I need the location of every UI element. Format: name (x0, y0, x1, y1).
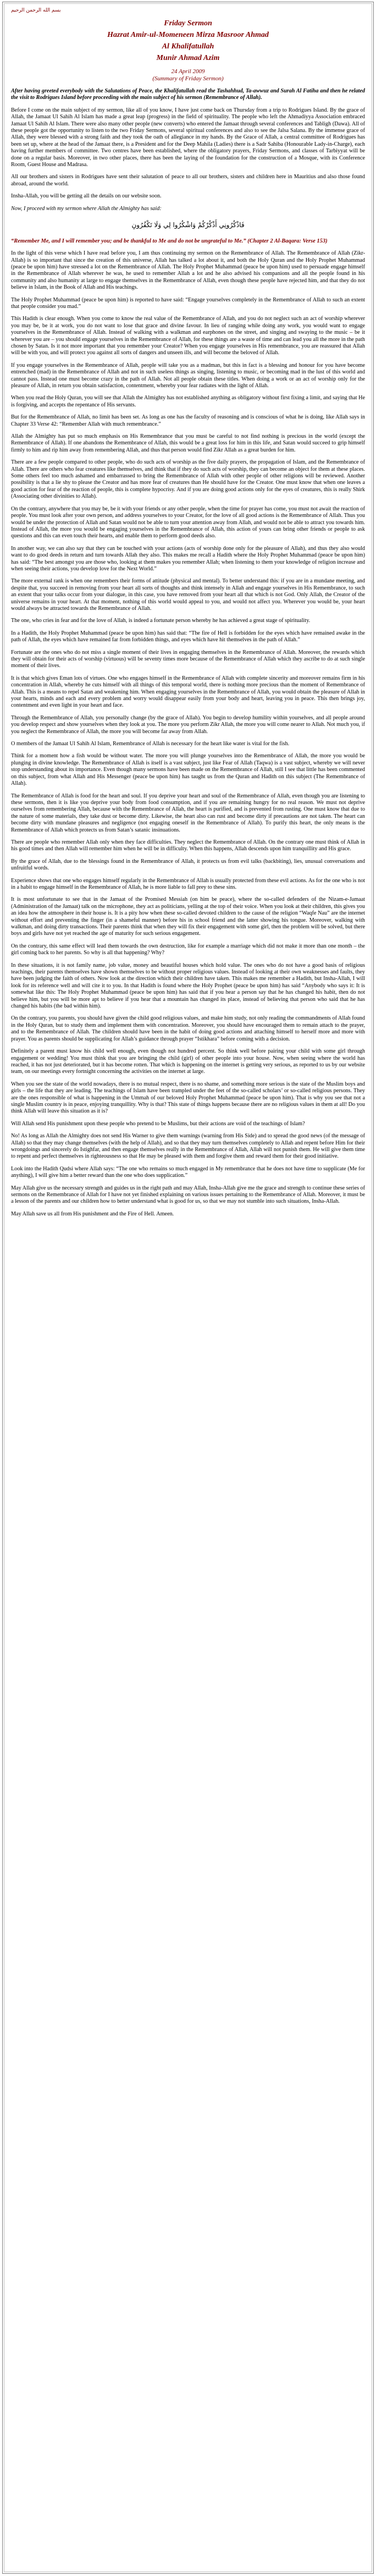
body-paragraph: It is that which gives Eman lots of virtues. One who engages himself in the Remembrance of Allah with complete sincerity and moreover remains firm in his concentration in Allah, whereby he cuts himself with all things of this temporal world, there is nothing more precious than the moment of Remembrance of Allah. This is a means to repel Satan and weakening him. When engaging yourselves in the Remembrance of Allah, you would obtain the pleasure of Allah in your hearts, minds and each and every problem and worry would disappear easily from your body and heart, leaving you in peace. This then brings joy, contentment and even light in your heart and face. (11, 675, 365, 709)
sermon-page (2, 2, 374, 2574)
sermon-frame (4, 3, 372, 2572)
page-title: Friday Sermon (164, 19, 212, 27)
body-paragraph: May Allah save us all from His punishment and the Fire of Hell. Ameen. (11, 1210, 174, 1217)
subtitle-line-1: Hazrat Amir-ul-Momeneen Mirza Masroor Ahmad (107, 31, 269, 39)
body-paragraph: There are a few people compared to other people, who do such acts of worship as the five daily prayers, the propagation of Islam, and the Remembrance of Allah. There are others who fear creatures like themselves, and think that if they do such acts of worship, they can become an object for them at these places. Some others feel too much ashamed and embarrassed to bring the Remembrance of Allah with other people of other religions will be reviewed. Another possibility is that a lie shy to please the Creator and has more fear of creatures than He should have for the Creator. One must know that when one leaves a good action for fear of the reaction of people, this is complete hypocrisy. And if you are doing good actions only for the eyes of creatures, this is really Shirk (Associating other divinities to Allah). (11, 459, 365, 500)
quran-verse-arabic: فَاذْكُرُونِي أَذْكُرْكُمْ وَاشْكُرُوا لِي وَلَا تَكْفُرُونِ (131, 221, 245, 229)
body-paragraph: On the contrary, you parents, you should have given the child good religious values, and make him study, not only reading the commandments of Allah found in the Holy Quran, but to study them and implement them with concentration. Moreover, you should have encouraged them to remain attach to the prayer, and to the Remembrance of Allah. The children should have been in the habit of doing good actions and attaching himself to herself more and more with prayer. You as parents should be supplicating for Allah’s guidance through prayer “Istikhara” before coming with a decision. (11, 1015, 365, 1042)
body-paragraph: O members of the Jamaat Ul Sahih Al Islam, Remembrance of Allah is necessary for the heart like water is vital for the fish. (11, 741, 290, 747)
body-paragraph: By the grace of Allah, due to the blessings found in the Remembrance of Allah, it protects us from evil talks (backbiting), lies, unusual conversations and unfruitful words. (11, 858, 365, 872)
paragraph-salutations: All our brothers and sisters in Rodrigues have sent their salutation of peace to all our brothers, sisters and children here in Mauritius and also those found abroad, around the world. (11, 174, 365, 187)
paragraph-verse-intro: Now, I proceed with my sermon where Allah the Almighty has said: (11, 205, 162, 212)
body-paragraph: In a Hadith, the Holy Prophet Muhammad (peace be upon him) has said that: “The fire of Hell is forbidden for the eyes which have remained awake in the path of Allah, the eyes which have remained far from forbidden things, and eyes which have hit themselves in the path of Allah.” (11, 630, 365, 643)
body-paragraph: Think for a moment how a fish would be without water. The more you will plunge yourselves into the Remembrance of Allah, the more you would be plunging in divine knowledge. The Remembrance of Allah is itself is a vast subject, just like Fear of Allah (Taqwa) is a vast subject, whereby we will never stop understanding about its importance. Even though many sermons have been made on the Remembrance of Allah, still I see that little has been commented on this subject, from what Allah and His Messenger (peace be upon him) has taught us from the Quran and Hadith on this subject (The Remembrance of Allah). (11, 753, 365, 787)
body-paragraph: Definitely a parent must know his child well enough, even though not hundred percent. So think well before pairing your child with some girl through engagement or wedding! You must think that you are bringing the child (girl) of other people into your house. Now, when seeing where the world has reached, it has not just deteriorated, but it has become rotten. That which is happening on the internet is getting very serious, as reported to us by our website team, on our meetings every fortnight concerning the activities on the internet at large. (11, 1048, 365, 1075)
body-paragraph: It is most unfortunate to see that in the Jamaat of the Promised Messiah (on him be peace), where the so-called defenders of the Nizam-e-Jamaat (Administration of the Jamaat) talk on the microphone, they act as politicians, yelling at the top of their voice. When you look at their children, this gives you an idea how the atmosphere in their house is. It is a pity how when these so-called devoted children to the cause of the religion “Waqfe Nau” are the internet without effort and preventing the finger (in a shameful manner) before his in school friend and the latter showing his tongue. Moreover, walking with walkman, and doing dirty transactions. Their parents think that when they will fix their engagement with some girl, then the problem will be solved, but there boys and girls have not yet reached the age of maturity for such serious engagement. (11, 896, 365, 937)
intro-paragraph: After having greeted everybody with the Salutations of Peace, the Khalifatullah read the Tashahhud, Ta-awwuz and Surah Al Fatiha and then he related the visit to Rodrigues Island before proceeding with the main subject of his sermon (Remembrance of Allah). (11, 88, 365, 101)
sermon-date: 24 April 2009 (171, 68, 205, 75)
body-paragraph: The one, who cries in fear and for the love of Allah, is indeed a fortunate person whereby he has achieved a great stage of spirituality. (11, 618, 311, 624)
body-paragraph: The Holy Prophet Muhammad (peace be upon him) is reported to have said: “Engage yourselves completely in the Remembrance of Allah to such an extent that people consider you mad.” (11, 296, 365, 310)
subtitle-line-2: Al Khalifatullah (162, 42, 214, 51)
body-paragraph: Fortunate are the ones who do not miss a single moment of their lives in engaging themselves in the Remembrance of Allah. Moreover, the rewards which they will obtain for their acts of worship (virtuous) will be seventy times more because of the Remembrance of Allah which they ascribe to do at such single moment of their lives. (11, 649, 365, 669)
body-paragraph: No! As long as Allah the Almighty does not send His Warner to give them warnings (warning from His Side) and to spread the good news (of the message of Allah) so that they may change themselves (with the help of Allah), and so that they may turn themselves completely to Allah and repent before Him for their wrongdoings and sincerely do Istighfar, and then engage themselves really in the Remembrance of Allah, Allah will not punish them. He will give them time to repent and perfect themselves in righteousness so that He may be pleased with them and forgive them and reward them for their good initiative. (11, 1133, 365, 1160)
body-paragraph: Will Allah send His punishment upon these people who pretend to be Muslims, but their actions are void of the teachings of Islam? (11, 1120, 305, 1127)
body-paragraph: This Hadith is clear enough. When you come to know the real value of the Remembrance of Allah, and you do not neglect such an act of worship wherever you may be, be it at work, you do not want to lose that grace and divine favour. In lieu of ranging while doing any work, you would want to engage yourselves in the Remembrance of Allah. Instead of walking with a walkman and earphones on the street, and singing and swaying to the music – be it wherever you are – you should engage yourselves in the Remembrance of Allah, for these things are a waste of time and can lead you all the more in the path chosen by Satan. Is it not more important that you remember your Creator? When you engage yourselves in His remembrance, you are reassured that Allah will be with you, and will protect you against all sorts of dangers and unseen ills, and will become the beloved of Allah. (11, 316, 365, 356)
body-paragraph: In another way, we can also say that they can be touched with your actions (acts of worship done only for the pleasure of Allah), and thus they also would want to do good deeds in return and turn towards Allah they also. This makes me recall a Hadith where the Holy Prophet Muhammad (peace be upon him) has said: “The best amongst you are those who, looking at them makes you remember Allah; when listening to them your knowledge of religion increase and when seeing their actions, you develop love for the Next World.” (11, 545, 365, 572)
quran-verse-translation: “Remember Me, and I will remember you; and be thankful to Me and do not be ungrateful to Me.” (Chapter 2 Al-Baqara: Verse 153) (11, 238, 328, 245)
body-paragraph: In the light of this verse which I have read before you, I am thus continuing my sermon on the Remembrance of Allah. The Remembrance of Allah (Zikr-Allah) is so important that since the creation of this universe, Allah has talked a lot about it, and both the Holy Quran and the Holy Prophet Muhammad (peace be upon him) have stressed a lot on the Remembrance of Allah. The Holy Prophet Muhammad (peace be upon him) used to persuade engage himself in the Remembrance of Allah wherever he was, he used to remember Allah a lot and he also advised his companions and all the people found in his community and also humanity at large to engage themselves in the Remembrance of Allah, even though these people have rejected him, and that they do not believe in Islam, in the Book of Allah and His teachings. (11, 250, 365, 291)
body-paragraph: There are people who remember Allah only when they face difficulties. They neglect the Remembrance of Allah. On the contrary one must think of Allah in his good times and then Allah will remember him when he will be in difficulty. When this happens, Allah descends upon him tranquillity and His grace. (11, 839, 365, 852)
body-paragraph: May Allah give us the necessary strength and guides us in the right path and may Allah, Insha-Allah give me the grace and strength to continue these series of sermons on the Remembrance of Allah for I have not yet finished explaining on various issues pertaining to the Remembrance of Allah. Moreover, it must be a lesson of the parents and our children how to better understand what is good for us, so that we may not stumble into such situations, Insha-Allah. (11, 1185, 365, 1205)
paragraph-website-note: Insha-Allah, you will be getting all the details on our website soon. (11, 193, 162, 200)
body-paragraph: On the contrary, this same effect will lead them towards the own destruction, like for example a marriage which did not make it more than one month – the girl coming back to her parents. So why is all that happening? Why? (11, 943, 365, 956)
body-paragraph: But for the Remembrance of Allah, no limit has been set. As long as one has the faculty of reasoning and is conscious of what he is doing, like Allah says in Chapter 33 Verse 42: “Remember Allah with much remembrance.” (11, 414, 365, 427)
body-paragraph: In these situations, it is not family name, job value, money and beautiful houses which hold value. The ones who do not have a good basis of religious teachings, their parents themselves have shown themselves to be without proper religious values. Instead of looking at their own weaknesses and faults, they have been judging the faith of others. Now look at the direction which their children have taken. This makes me remember a Hadith, but Insha-Allah, I will look for its reference well and will cite it to you. In that Hadith is found where the Holy Prophet (peace be upon him) has said “Anybody who says it: It is somewhat like this: The Holy Prophet Muhammad (peace be upon him) has said that if you hear a person say that he has changed his habit, then do not believe him, but you will be more apt to believe if you hear that a mountain has changed its place, instead of believing that person who said that he has changed his habits (the bad within him). (11, 962, 365, 1010)
bismillah-calligraphy: بسم الله الرحمن الرحيم (11, 8, 61, 13)
body-paragraph: The Remembrance of Allah is food for the heart and soul. If you deprive your heart and soul of the Remembrance of Allah, even though you are listening to these sermons, then it is like you deprive your body from food consumption, and if you are remaining hungry for no real reason. We must not deprive ourselves from remembering Allah, because with the Remembrance of Allah, the heart is purified, and is prevented from rusting. One must know that due to the nature of some materials, they take dust or become dirty. Likewise, the heart also can rust and become dirty if precautions are not taken. The heart can become dirty with mundane pleasures and negligence (not engaging oneself in the Remembrance of Allah). To purify this heart, the only means is the Remembrance of Allah which protects us from Satan’s satanic insinuations. (11, 792, 365, 833)
body-paragraph: The more external rank is when one remembers their forms of attitude (physical and mental). To better understand this: if you are in a mundane meeting, and despite that, you succeed in removing from your heart all sorts of thoughts and think intensely in Allah and engage yourselves in His Remembrance, to such an extent that your talks occur from your dialogue, in this case, you have removed from your heart all that which is not God. Only Allah, the Creator of the universe remains in your heart. At that moment, nothing of this world would appeal to you, and would not affect you. Wherever you would be, your heart would always be attracted towards the Remembrance of Allah. (11, 578, 365, 612)
body-paragraph: Look into the Hadith Qudsi where Allah says: “The one who remains so much engaged in My remembrance that he does not have time to supplicate (Me for anything), I will give him a better reward than the one who does supplication.” (11, 1165, 365, 1179)
body-paragraph: If you engage yourselves in the Remembrance of Allah, people will take you as a madman, but this in fact is a blessing and honour for you have become entrenched (mad) in the Remembrance of Allah and not in such useless things as singing, listening to music, or becoming mad in the lust of this world and cannot pass. Instead one must become crazy in the path of Allah. Not all people obtain these titles. When doing a work or an act of worship only for the pleasure of Allah, in return you obtain satisfaction, contentment, whereby your fear radiates with the light of Allah. (11, 362, 365, 389)
body-paragraph: Experience shows that one who engages himself regularly in the Remembrance of Allah is usually protected from these evil actions. As for the one who is not in a habit to engage himself in the Remembrance of Allah, he is more liable to fall prey to these sins. (11, 877, 365, 890)
paragraph-rodrigues-visit: Before I come on the main subject of my sermon, like all of you know, I have just come back on Thursday from a trip to Rodrigues Island. By the grace of Allah, the Jamaat Ul Sahih Al Islam has made a great leap (progress) in the field of spirituality. The people who left the Ahmadiyya Association embraced Jamaat Ul Sahih Al Islam. There were also many other people (new converts) who entered the Jamaat through several conferences and Tabligh (Dawa). All of these people got the opportunity to listen to the two Friday Sermons, several spiritual conferences and also to see the Jalsa Salana. By the immense grace of Allah, they were blessed with a strong faith and they took the oath of allegiance in my hands. By the Grace of Allah, a central committee of Rodrigues has been set up, where at the head of the Jamaat there, is a President and for the Deep Mahila (Ladies) there is a Sadr Sahiba (Honourable Lady-in-Charge), each having further members of committee. Two centres have been established, where the obligatory prayers, Friday Sermons, and classes of Tarbiyyat will be done on a regular basis. Moreover, in two other places, there has been the laying of the foundation for the construction of a Mosque, with its Conference Room, Guest House and Madrasa. (11, 107, 365, 168)
body-paragraph: Through the Remembrance of Allah, you personally change (by the grace of Allah). You begin to develop humility within yourselves, and all people around you develop respect and show yourselves when they look at you. The more you perform Zikr Allah, the more you will come nearer to Allah. Not much you, if you neglect the Remembrance of Allah, the more you will become far away from Allah. (11, 714, 365, 735)
body-paragraph: On the contrary, anywhere that you may be, be it with your friends or any other people, when the time for prayer has come, you must not await the reaction of people. You must look after your own person, and address yourselves to your Creator, for the love of all good actions is the Remembrance of Allah. Thus you would be under the protection of Allah and Satan would not be able to turn your attention away from Allah, and would not be able to attract you towards him. Instead of Allah, the more you would be engaging yourselves in the Remembrance of Allah, this action of yours can bring other friends or people to ask questions and this can even touch their hearts, and enable them to perform good deeds also. (11, 505, 365, 540)
body-paragraph: Allah the Almighty has put so much emphasis on His Remembrance that you must be careful to not find nothing is precious in the world (except the Remembrance of Allah). If one abandons the Remembrance of Allah, this would be a great loss for him in this life, and Satan would succeed to grip himself firmly to him and rip him away from remembering Allah, and thus that person would find Zikr Allah as a great burden for him. (11, 433, 365, 453)
sermon-body (11, 250, 365, 1218)
summary-label: (Summary of Friday Sermon) (152, 75, 224, 82)
body-paragraph: When you read the Holy Quran, you will see that Allah the Almighty has not established anything as obligatory without first fixing a limit, and saying that He is forgiving, and accepts the repentance of His servants. (11, 395, 365, 408)
body-paragraph: When you see the state of the world nowadays, there is no mutual respect, there is no shame, and something more serious is the state of the Muslim boys and girls – the life that they are leading. The teachings of Islam have been trampled under the feet of the so-called scholars’ or so-called religious persons. They are the ones responsible of what is happening in the Ummah of our beloved Holy Prophet Muhammad (peace be upon him). That is why you see that not a single Muslim country is in peace, enjoying tranquillity. Why is that? This state of things happens because there are no religious values in them at all! Do you think Allah will leave this situation as it is? (11, 1081, 365, 1115)
author-name: Munir Ahmad Azim (156, 54, 220, 62)
